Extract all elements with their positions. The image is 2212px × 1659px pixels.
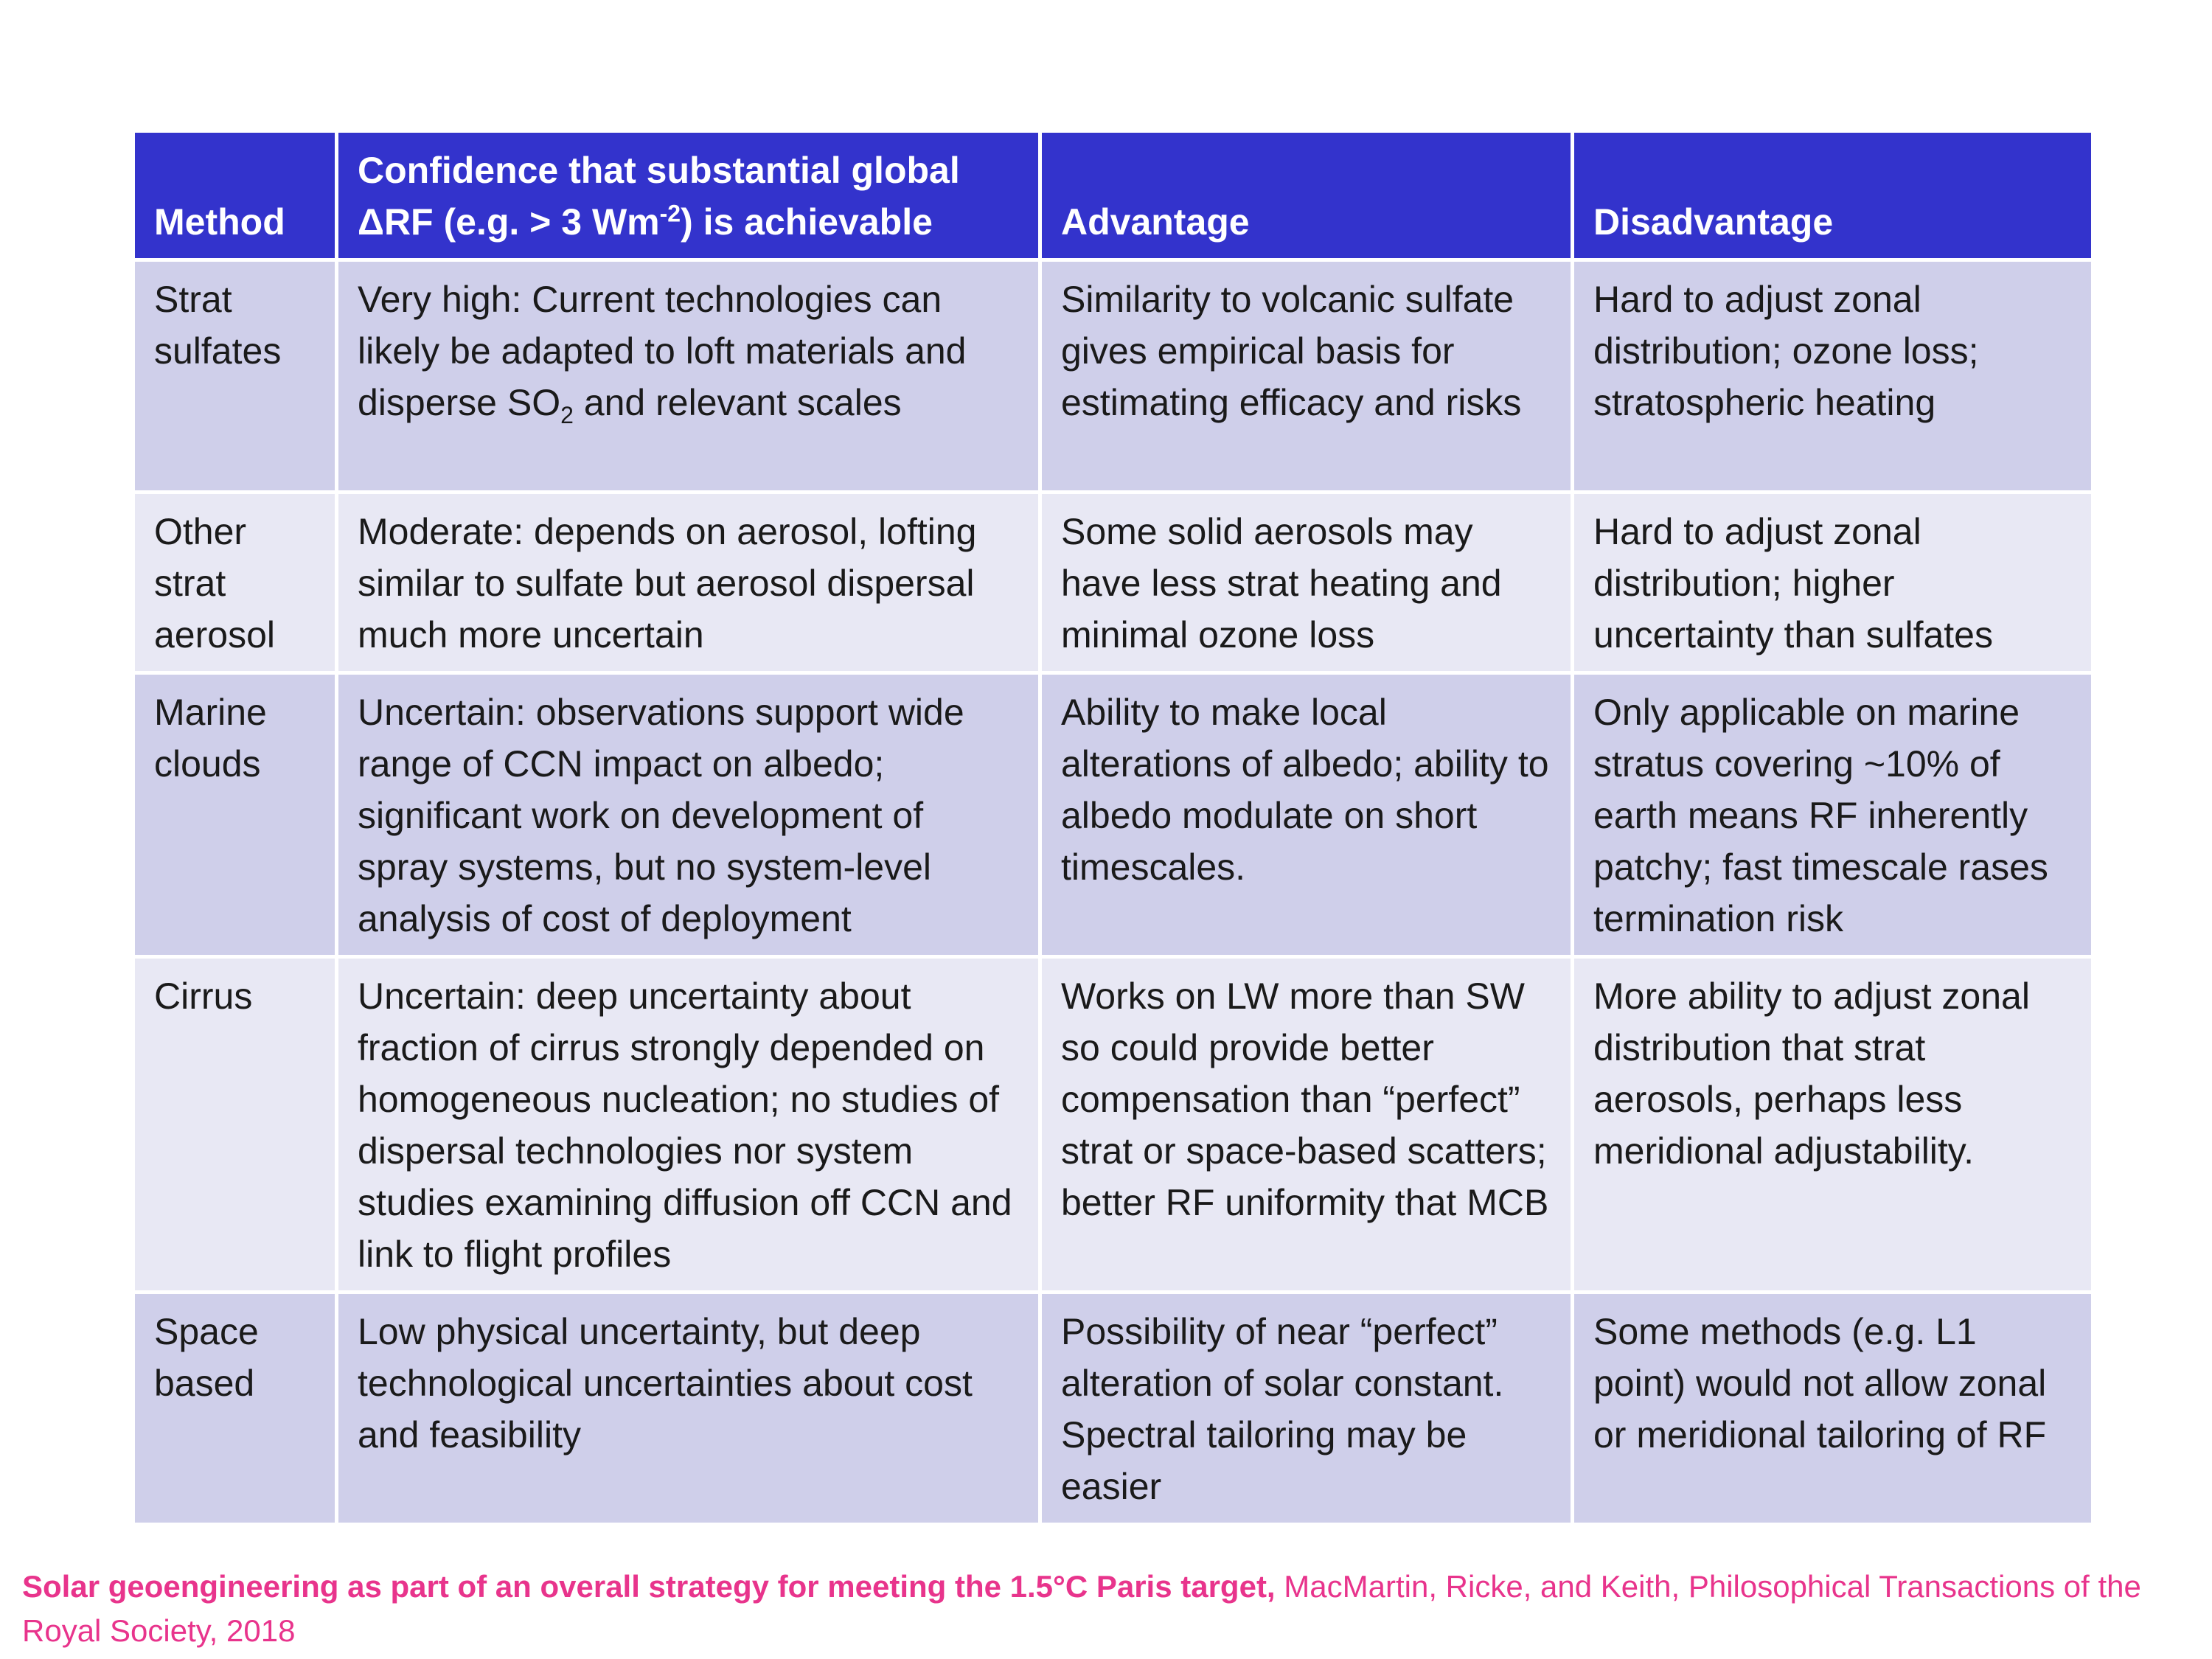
cell-confidence-suffix: and relevant scales — [573, 382, 902, 423]
cell-disadvantage: Hard to adjust zonal distribution; ozone loss; stratospheric heating — [1573, 260, 2093, 493]
cell-advantage: Similarity to volcanic sulfate gives empirical basis for estimating efficacy and risks — [1040, 260, 1573, 493]
table-row — [133, 957, 2093, 1293]
cell-method: Space based — [133, 1293, 337, 1525]
comparison-table-container — [131, 129, 2091, 1526]
header-confidence-suffix: ) is achievable — [681, 201, 933, 243]
cell-advantage: Works on LW more than SW so could provide better compensation than “perfect” strat or space-based scatters; better RF uniformity that MCB — [1040, 957, 1573, 1293]
table-header-row — [133, 131, 2093, 260]
table-row — [133, 1293, 2093, 1525]
table-row — [133, 260, 2093, 493]
header-method: Method — [133, 131, 337, 260]
cell-method: Strat sulfates — [133, 260, 337, 493]
cell-method: Cirrus — [133, 957, 337, 1293]
cell-confidence: Uncertain: observations support wide range of CCN impact on albedo; significant work on development of spray systems, but no system-level analysis of cost of deployment — [337, 673, 1040, 957]
geoengineering-methods-table — [131, 129, 2095, 1526]
cell-confidence: Moderate: depends on aerosol, lofting similar to sulfate but aerosol dispersal much more uncertain — [337, 493, 1040, 673]
table-row — [133, 493, 2093, 673]
citation — [22, 1565, 2160, 1653]
cell-method: Other strat aerosol — [133, 493, 337, 673]
cell-confidence — [337, 260, 1040, 493]
header-confidence — [337, 131, 1040, 260]
cell-advantage: Ability to make local alterations of albedo; ability to albedo modulate on short timescales. — [1040, 673, 1573, 957]
header-advantage: Advantage — [1040, 131, 1573, 260]
cell-disadvantage: Only applicable on marine stratus covering ~10% of earth means RF inherently patchy; fast timescale rases termination risk — [1573, 673, 2093, 957]
cell-confidence-text: Very high: Current technologies can likely be adapted to loft materials and disperse SO — [358, 279, 967, 423]
cell-disadvantage: Hard to adjust zonal distribution; higher uncertainty than sulfates — [1573, 493, 2093, 673]
cell-advantage: Some solid aerosols may have less strat heating and minimal ozone loss — [1040, 493, 1573, 673]
header-confidence-sup: -2 — [659, 200, 681, 227]
header-disadvantage: Disadvantage — [1573, 131, 2093, 260]
citation-title: Solar geoengineering as part of an overall strategy for meeting the 1.5°C Paris target, — [22, 1569, 1276, 1604]
cell-disadvantage: More ability to adjust zonal distribution that strat aerosols, perhaps less meridional adjustability. — [1573, 957, 2093, 1293]
cell-confidence: Low physical uncertainty, but deep technological uncertainties about cost and feasibility — [337, 1293, 1040, 1525]
cell-advantage: Possibility of near “perfect” alteration of solar constant. Spectral tailoring may be easier — [1040, 1293, 1573, 1525]
header-confidence-text: Confidence that substantial global ΔRF (e.g. > 3 Wm — [358, 150, 960, 243]
cell-confidence: Uncertain: deep uncertainty about fraction of cirrus strongly depended on homogeneous nucleation; no studies of dispersal technologies nor system studies examining diffusion off CCN and link to flight profiles — [337, 957, 1040, 1293]
cell-method: Marine clouds — [133, 673, 337, 957]
citation-authors-source: MacMartin, Ricke, and Keith, Philosophical Transactions of the Royal Society, 2018 — [22, 1569, 2141, 1648]
table-row — [133, 673, 2093, 957]
cell-confidence-sub: 2 — [560, 402, 574, 428]
cell-disadvantage: Some methods (e.g. L1 point) would not allow zonal or meridional tailoring of RF — [1573, 1293, 2093, 1525]
